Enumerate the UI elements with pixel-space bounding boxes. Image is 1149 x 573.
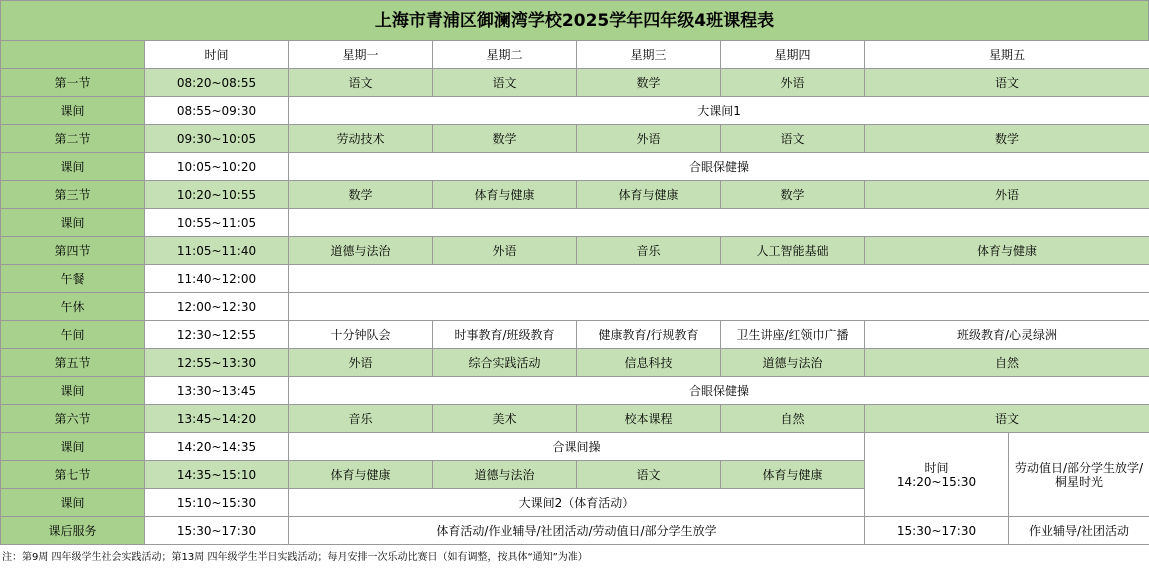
row-label: 课间 [1,209,145,237]
row-p3 [1,181,1149,209]
row-label: 第三节 [1,181,145,209]
cell-thu: 语文 [721,125,865,153]
cell-mon: 数学 [289,181,433,209]
break-activity [289,293,1149,321]
cell-tue: 外语 [433,237,577,265]
cell-wed: 信息科技 [577,349,721,377]
row-after [1,517,1149,545]
cell-fri: 体育与健康 [865,237,1149,265]
row-label: 第五节 [1,349,145,377]
cell-mon: 语文 [289,69,433,97]
row-time: 15:10~15:30 [145,489,289,517]
break-activity: 合眼保健操 [289,377,1149,405]
fri-after-time: 15:30~17:30 [865,517,1009,545]
cell-mon: 外语 [289,349,433,377]
break-activity [289,265,1149,293]
cell-mon: 体育与健康 [289,461,433,489]
row-time: 11:05~11:40 [145,237,289,265]
row-label: 课间 [1,433,145,461]
cell-thu: 卫生讲座/红领巾广播 [721,321,865,349]
row-rest [1,293,1149,321]
row-time: 12:55~13:30 [145,349,289,377]
row-label: 课间 [1,97,145,125]
row-b4 [1,377,1149,405]
row-time: 12:30~12:55 [145,321,289,349]
row-time: 10:20~10:55 [145,181,289,209]
cell-fri: 数学 [865,125,1149,153]
header-thu: 星期四 [721,41,865,69]
cell-tue: 综合实践活动 [433,349,577,377]
fri-time-value: 14:20~15:30 [865,475,1008,489]
cell-mon: 劳动技术 [289,125,433,153]
cell-tue: 数学 [433,125,577,153]
row-label: 第二节 [1,125,145,153]
row-label: 课间 [1,377,145,405]
break-activity: 大课间2（体育活动） [289,489,865,517]
fri-afternoon-activity [1009,433,1149,517]
cell-tue: 美术 [433,405,577,433]
row-time: 13:45~14:20 [145,405,289,433]
fri-afternoon-time [865,433,1009,517]
row-label: 午间 [1,321,145,349]
row-p6 [1,405,1149,433]
row-label: 第四节 [1,237,145,265]
cell-wed: 音乐 [577,237,721,265]
header-time: 时间 [145,41,289,69]
fri-activity-line1: 劳动值日/部分学生放学/ [1009,461,1149,475]
row-b5 [1,433,1149,461]
row-noon [1,321,1149,349]
cell-tue: 体育与健康 [433,181,577,209]
cell-fri: 语文 [865,405,1149,433]
row-time: 08:20~08:55 [145,69,289,97]
row-time: 10:05~10:20 [145,153,289,181]
break-activity [289,209,1149,237]
cell-thu: 道德与法治 [721,349,865,377]
row-label: 第一节 [1,69,145,97]
header-fri: 星期五 [865,41,1149,69]
cell-mon: 道德与法治 [289,237,433,265]
cell-tue: 语文 [433,69,577,97]
row-label: 午餐 [1,265,145,293]
row-p5 [1,349,1149,377]
row-label: 午休 [1,293,145,321]
break-activity: 合课间操 [289,433,865,461]
after-school-activity: 体育活动/作业辅导/社团活动/劳动值日/部分学生放学 [289,517,865,545]
timetable [0,40,1149,545]
row-p2 [1,125,1149,153]
cell-wed: 健康教育/行规教育 [577,321,721,349]
row-time: 14:35~15:10 [145,461,289,489]
row-time: 08:55~09:30 [145,97,289,125]
fri-activity-line2: 桐星时光 [1009,475,1149,489]
cell-tue: 道德与法治 [433,461,577,489]
cell-thu: 人工智能基础 [721,237,865,265]
row-p1 [1,69,1149,97]
cell-thu: 自然 [721,405,865,433]
row-b3 [1,209,1149,237]
header-wed: 星期三 [577,41,721,69]
cell-wed: 语文 [577,461,721,489]
header-mon: 星期一 [289,41,433,69]
fri-after-activity: 作业辅导/社团活动 [1009,517,1149,545]
row-label: 课间 [1,489,145,517]
row-time: 13:30~13:45 [145,377,289,405]
cell-thu: 外语 [721,69,865,97]
row-time: 09:30~10:05 [145,125,289,153]
page-title: 上海市青浦区御澜湾学校2025学年四年级4班课程表 [0,0,1149,40]
fri-time-label: 时间 [865,461,1008,475]
cell-wed: 外语 [577,125,721,153]
break-activity: 合眼保健操 [289,153,1149,181]
cell-wed: 体育与健康 [577,181,721,209]
row-time: 12:00~12:30 [145,293,289,321]
row-time: 14:20~14:35 [145,433,289,461]
row-b1 [1,97,1149,125]
row-b2 [1,153,1149,181]
row-label: 课后服务 [1,517,145,545]
cell-mon: 音乐 [289,405,433,433]
cell-wed: 校本课程 [577,405,721,433]
cell-thu: 体育与健康 [721,461,865,489]
cell-thu: 数学 [721,181,865,209]
row-time: 10:55~11:05 [145,209,289,237]
cell-tue: 时事教育/班级教育 [433,321,577,349]
header-row [1,41,1149,69]
break-activity: 大课间1 [289,97,1149,125]
row-time: 15:30~17:30 [145,517,289,545]
cell-mon: 十分钟队会 [289,321,433,349]
row-label: 课间 [1,153,145,181]
cell-fri: 自然 [865,349,1149,377]
row-lunch [1,265,1149,293]
header-tue: 星期二 [433,41,577,69]
cell-fri: 班级教育/心灵绿洲 [865,321,1149,349]
row-p4 [1,237,1149,265]
footnote: 注：第9周 四年级学生社会实践活动；第13周 四年级学生半日实践活动；每月安排一次乐动比赛日（如有调整，按具体“通知”为准） [0,545,1149,573]
row-label: 第六节 [1,405,145,433]
cell-fri: 外语 [865,181,1149,209]
row-label: 第七节 [1,461,145,489]
cell-wed: 数学 [577,69,721,97]
row-time: 11:40~12:00 [145,265,289,293]
cell-fri: 语文 [865,69,1149,97]
header-corner [1,41,145,69]
